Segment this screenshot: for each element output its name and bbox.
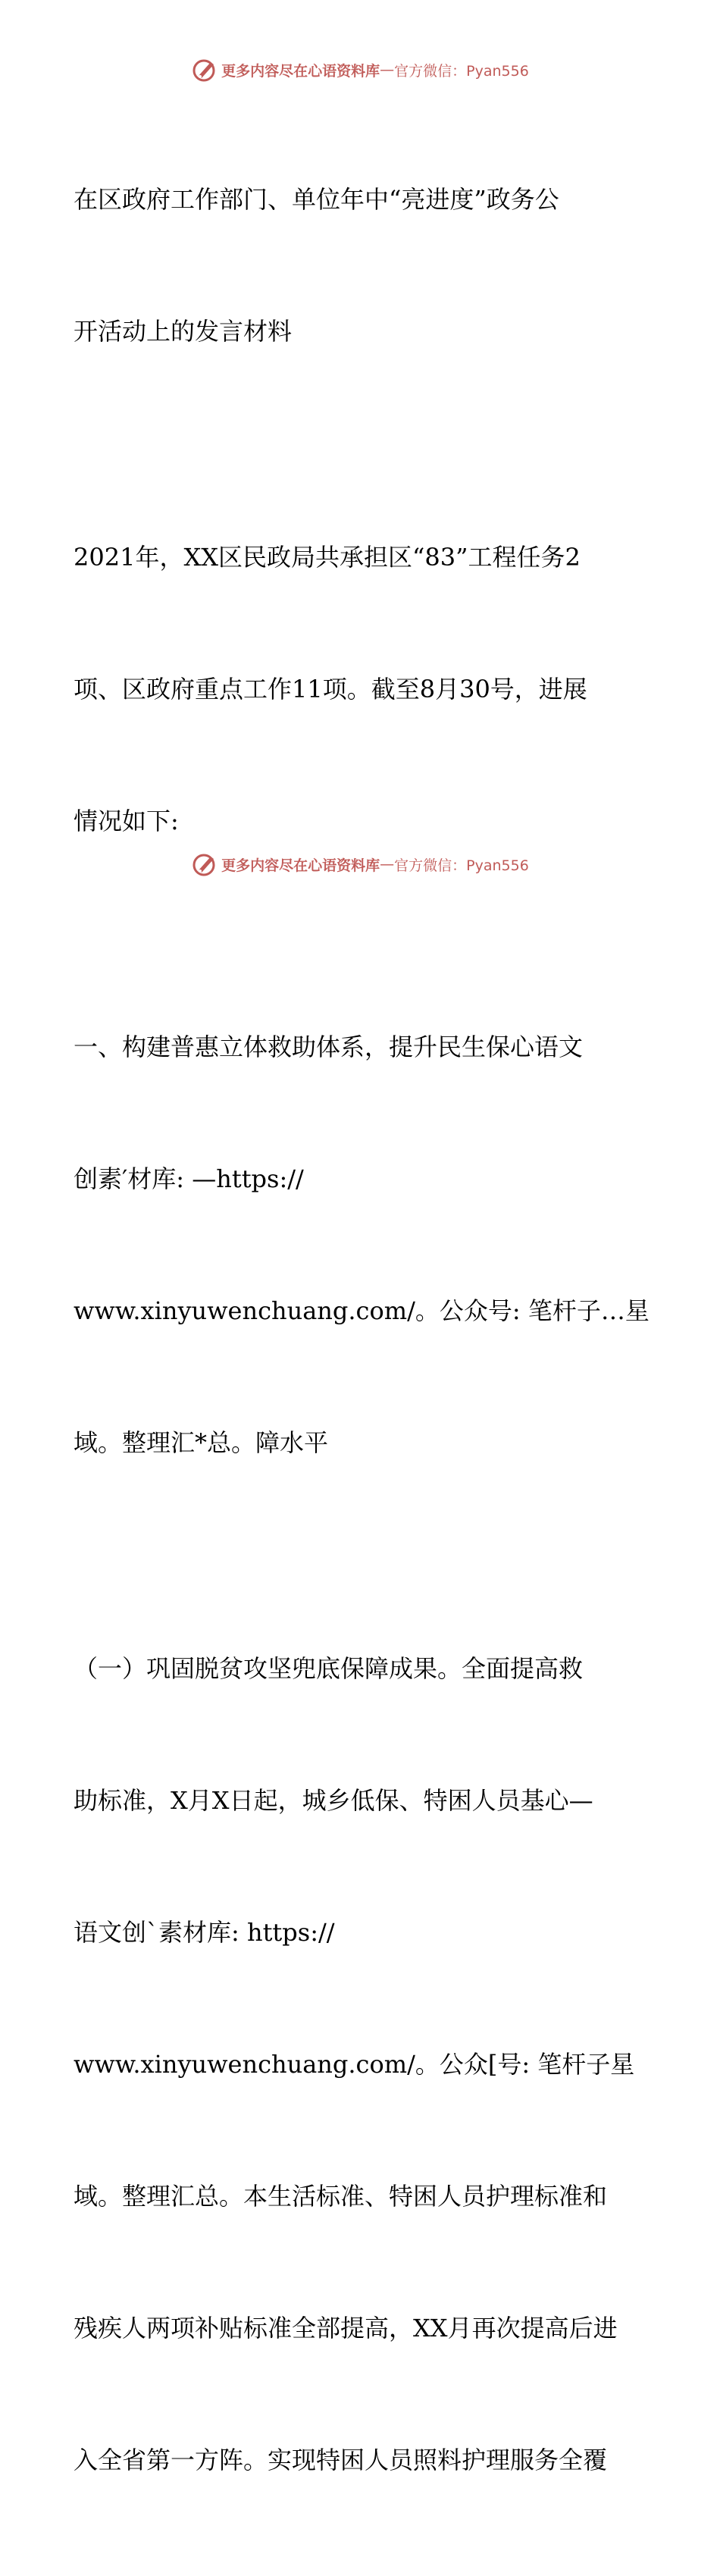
intro-line: 项、区政府重点工作11项。截至8月30号，进展 <box>74 675 587 704</box>
watermark-banner-top <box>0 53 720 86</box>
watermark-main-text: 更多内容尽在心语资料库 <box>221 857 380 874</box>
section-1-line: 创素′材库: —https:// <box>74 1164 304 1193</box>
section-1-line: 域。整理汇*总。障水平 <box>74 1428 329 1457</box>
section-1-line: 一、构建普惠立体救助体系，提升民生保心语文 <box>74 1033 584 1061</box>
section-1-1-line: www.xinyuwenchuang.com/。公众[号: 笔杆子星 <box>74 2050 635 2079</box>
watermark-main-text: 更多内容尽在心语资料库 <box>221 62 380 80</box>
title-line: 开活动上的发言材料 <box>74 317 293 346</box>
section-1-paragraph <box>74 937 650 1553</box>
pen-seal-logo-icon <box>191 56 218 83</box>
document-body <box>74 89 650 2576</box>
section-1-1-line: 语文创`素材库: https:// <box>74 1918 335 1947</box>
watermark-wechat-text: 官方微信：Pyan556 <box>394 857 529 874</box>
section-1-1-line: （一）巩固脱贫攻坚兜底保障成果。全面提高救 <box>74 1654 584 1683</box>
section-1-line: www.xinyuwenchuang.com/。公众号: 笔杆子…星 <box>74 1296 650 1325</box>
section-1-1-line: 域。整理汇总。本生活标准、特困人员护理标准和 <box>74 2182 608 2211</box>
pen-seal-logo-icon <box>191 851 218 878</box>
title-line: 在区政府工作部门、单位年中“亮进度”政务公 <box>74 185 559 214</box>
intro-line: 情况如下: <box>74 807 179 835</box>
section-1-1-line: 助标准，X月X日起，城乡低保、特困人员基心— <box>74 1786 593 1815</box>
intro-line: 2021年，XX区民政局共承担区“83”工程任务2 <box>74 543 581 572</box>
section-1-1-line: 入全省第一方阵。实现特困人员照料护理服务全覆 <box>74 2446 608 2474</box>
watermark-separator: — <box>380 61 395 78</box>
watermark-separator: — <box>380 856 395 873</box>
watermark-wechat-text: 官方微信：Pyan556 <box>394 62 529 80</box>
section-1-1-paragraph <box>74 1559 650 2570</box>
section-1-1-line: 残疾人两项补贴标准全部提高，XX月再次提高后进 <box>74 2314 618 2343</box>
document-title <box>74 89 650 441</box>
watermark-banner-bottom <box>0 848 720 881</box>
